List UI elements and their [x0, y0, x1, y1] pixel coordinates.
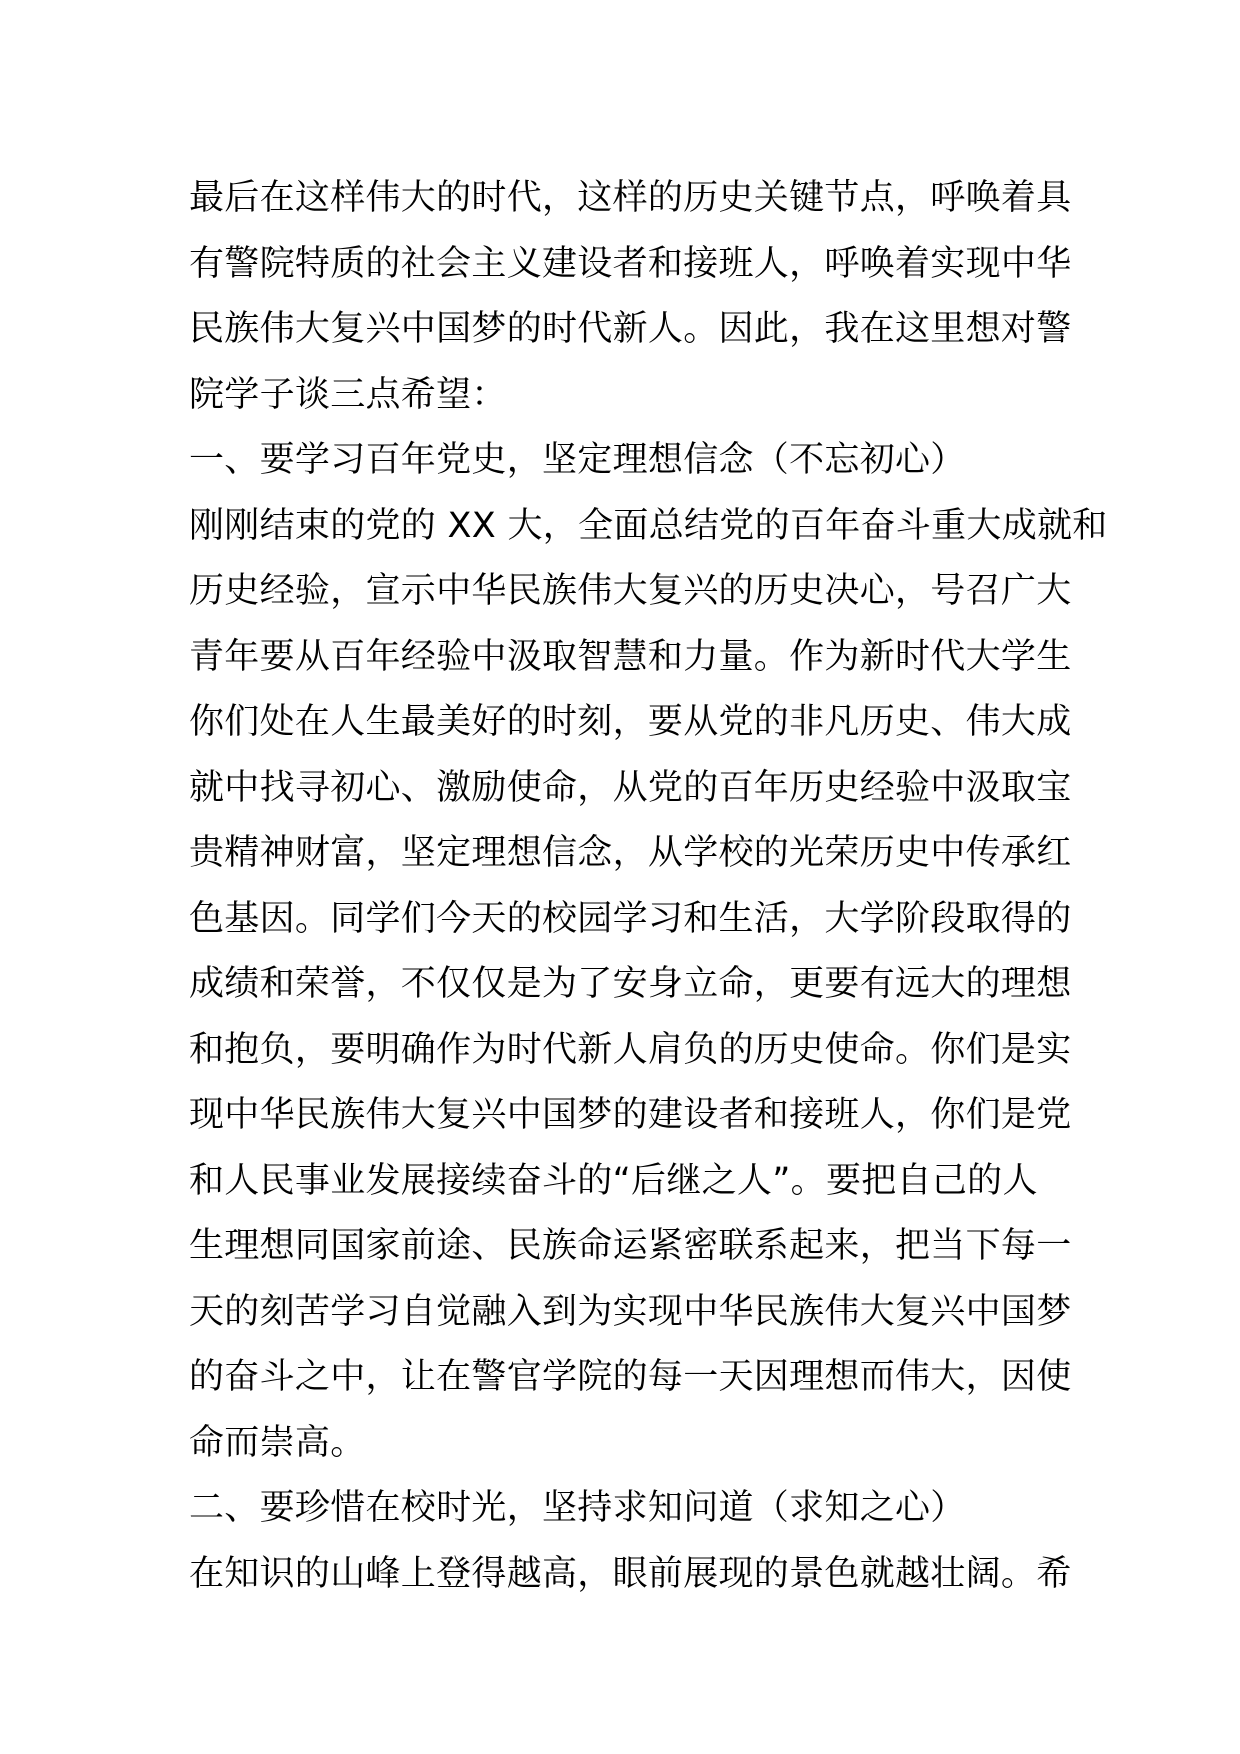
text-line: 贵精神财富，坚定理想信念，从学校的光荣历史中传承红 — [189, 833, 1072, 873]
text-line: 天的刻苦学习自觉融入到为实现中华民族伟大复兴中国梦 — [189, 1291, 1072, 1332]
text-line: 院学子谈三点希望： — [189, 374, 507, 415]
text-line: 现中华民族伟大复兴中国梦的建设者和接班人，你们是党 — [189, 1095, 1072, 1135]
text-line: 色基因。同学们今天的校园学习和生活，大学阶段取得的 — [189, 898, 1072, 939]
text-line: 在知识的山峰上登得越高，眼前展现的景色就越壮阔。希 — [189, 1553, 1072, 1594]
text-line: 有警院特质的社会主义建设者和接班人，呼唤着实现中华 — [189, 243, 1072, 284]
text-line: 成绩和荣誉，不仅仅是为了安身立命，更要有远大的理想 — [189, 964, 1072, 1004]
section-heading-2: 二、要珍惜在校时光，坚持求知问道（求知之心） — [189, 1488, 966, 1528]
text-line: 最后在这样伟大的时代，这样的历史关键节点，呼唤着具 — [189, 178, 1072, 218]
text-line: 刚刚结束的党的 XX 大，全面总结党的百年奋斗重大成就和 — [189, 505, 1108, 546]
text-line: 历史经验，宣示中华民族伟大复兴的历史决心，号召广大 — [189, 571, 1072, 611]
text-line: 就中找寻初心、激励使命，从党的百年历史经验中汲取宝 — [189, 767, 1072, 808]
text-line: 你们处在人生最美好的时刻，要从党的非凡历史、伟大成 — [189, 702, 1072, 742]
text-line: 的奋斗之中，让在警官学院的每一天因理想而伟大，因使 — [189, 1357, 1072, 1397]
text-line: 青年要从百年经验中汲取智慧和力量。作为新时代大学生 — [189, 636, 1072, 677]
text-line: 和人民事业发展接续奋斗的“后继之人”。要把自己的人 — [189, 1160, 1038, 1201]
section-heading-1: 一、要学习百年党史，坚定理想信念（不忘初心） — [189, 440, 966, 480]
text-line: 命而崇高。 — [189, 1422, 366, 1463]
text-line: 民族伟大复兴中国梦的时代新人。因此，我在这里想对警 — [189, 309, 1072, 349]
text-line: 和抱负，要明确作为时代新人肩负的历史使命。你们是实 — [189, 1029, 1072, 1070]
document-body — [189, 166, 1108, 1607]
text-line: 生理想同国家前途、民族命运紧密联系起来，把当下每一 — [189, 1226, 1072, 1266]
